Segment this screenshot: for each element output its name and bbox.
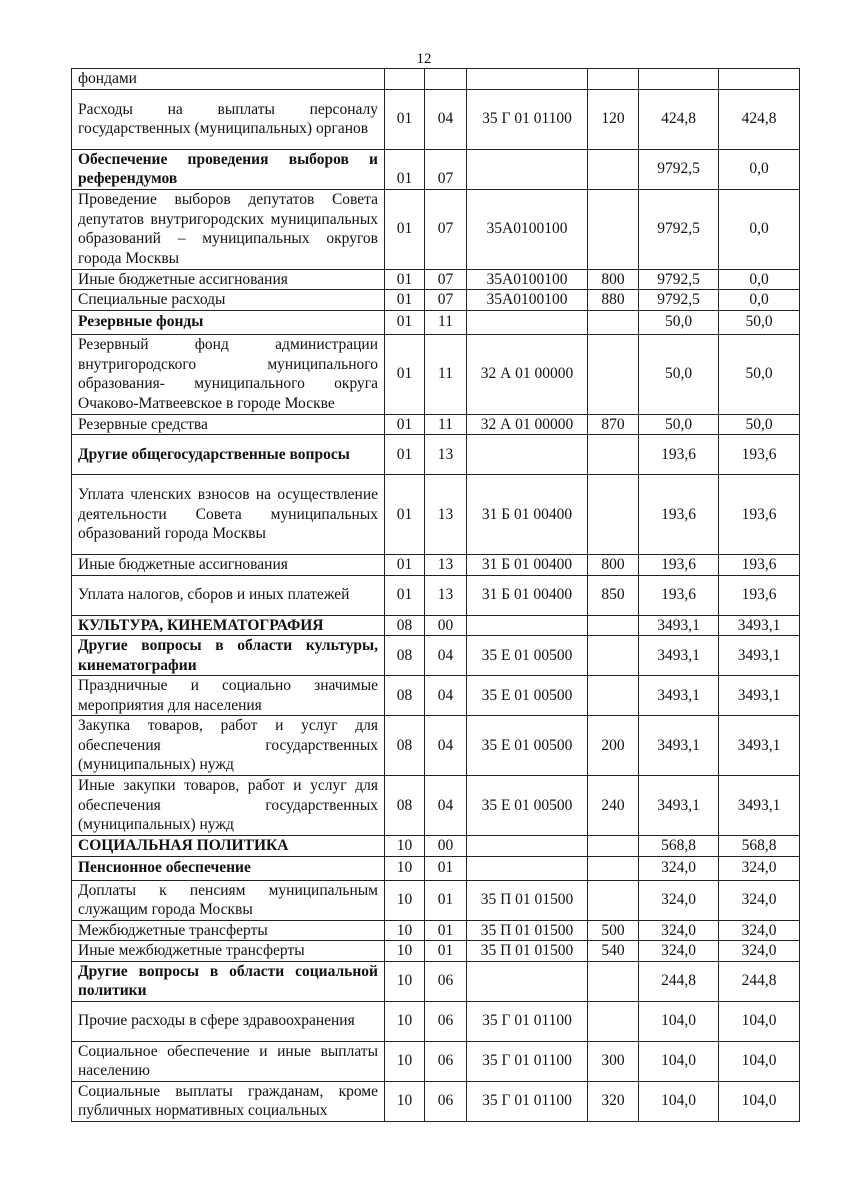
- target-article-cell: 32 А 01 00000: [467, 414, 588, 435]
- section-code-cell: 01: [385, 575, 425, 615]
- amount-year1-cell: 324,0: [639, 941, 719, 962]
- subsection-code-cell: 01: [425, 856, 467, 880]
- row-name-cell: Иные закупки товаров, работ и услуг для обеспечения государственных (муниципальных) нужд: [72, 776, 385, 836]
- amount-year2-cell: 424,8: [719, 89, 800, 149]
- amount-year2-cell: 0,0: [719, 149, 800, 189]
- row-name-cell: Доплаты к пенсиям муниципальным служащим города Москвы: [72, 880, 385, 920]
- target-article-cell: 31 Б 01 00400: [467, 555, 588, 576]
- target-article-cell: [467, 435, 588, 475]
- target-article-cell: 35 П 01 01500: [467, 941, 588, 962]
- table-row: [72, 1001, 800, 1041]
- row-name-cell: Обеспечение проведения выборов и референдумов: [72, 149, 385, 189]
- amount-year2-cell: 324,0: [719, 880, 800, 920]
- row-name-cell: Иные бюджетные ассигнования: [72, 269, 385, 290]
- subsection-code-cell: 07: [425, 290, 467, 311]
- section-code-cell: 10: [385, 1041, 425, 1081]
- section-code-cell: 01: [385, 475, 425, 555]
- target-article-cell: 31 Б 01 00400: [467, 575, 588, 615]
- table-row: [72, 856, 800, 880]
- amount-year1-cell: 104,0: [639, 1001, 719, 1041]
- amount-year2-cell: 0,0: [719, 189, 800, 269]
- row-name-cell: КУЛЬТУРА, КИНЕМАТОГРАФИЯ: [72, 615, 385, 636]
- subsection-code-cell: 04: [425, 716, 467, 776]
- amount-year2-cell: 3493,1: [719, 615, 800, 636]
- subsection-code-cell: 13: [425, 575, 467, 615]
- subsection-code-cell: 06: [425, 1001, 467, 1041]
- row-name-cell: фондами: [72, 69, 385, 90]
- table-row: [72, 69, 800, 90]
- row-name-cell: Уплата членских взносов на осуществление деятельности Совета муниципальных образований города Москвы: [72, 475, 385, 555]
- amount-year1-cell: 9792,5: [639, 269, 719, 290]
- subsection-code-cell: 13: [425, 435, 467, 475]
- subsection-code-cell: 00: [425, 836, 467, 857]
- amount-year2-cell: 3493,1: [719, 716, 800, 776]
- table-row: [72, 555, 800, 576]
- amount-year2-cell: [719, 69, 800, 90]
- amount-year1-cell: 3493,1: [639, 636, 719, 676]
- amount-year1-cell: 104,0: [639, 1081, 719, 1121]
- row-name-cell: Иные бюджетные ассигнования: [72, 555, 385, 576]
- table-row: [72, 961, 800, 1001]
- subsection-code-cell: 13: [425, 555, 467, 576]
- amount-year2-cell: 50,0: [719, 334, 800, 414]
- amount-year1-cell: 244,8: [639, 961, 719, 1001]
- section-code-cell: 01: [385, 334, 425, 414]
- amount-year1-cell: [639, 69, 719, 90]
- section-code-cell: 08: [385, 776, 425, 836]
- expense-type-cell: 880: [588, 290, 639, 311]
- budget-table-body: [72, 69, 800, 1122]
- row-name-cell: Межбюджетные трансферты: [72, 920, 385, 941]
- target-article-cell: 35 Е 01 00500: [467, 636, 588, 676]
- expense-type-cell: 540: [588, 941, 639, 962]
- section-code-cell: 10: [385, 941, 425, 962]
- table-row: [72, 435, 800, 475]
- table-row: [72, 636, 800, 676]
- amount-year1-cell: 3493,1: [639, 615, 719, 636]
- subsection-code-cell: 04: [425, 676, 467, 716]
- section-code-cell: 01: [385, 290, 425, 311]
- table-row: [72, 615, 800, 636]
- target-article-cell: 35 П 01 01500: [467, 880, 588, 920]
- amount-year2-cell: 324,0: [719, 920, 800, 941]
- section-code-cell: 01: [385, 89, 425, 149]
- row-name-cell: Социальное обеспечение и иные выплаты населению: [72, 1041, 385, 1081]
- target-article-cell: 35 П 01 01500: [467, 920, 588, 941]
- expense-type-cell: [588, 334, 639, 414]
- expense-type-cell: 120: [588, 89, 639, 149]
- expense-type-cell: [588, 836, 639, 857]
- table-row: [72, 269, 800, 290]
- subsection-code-cell: 07: [425, 269, 467, 290]
- table-row: [72, 1041, 800, 1081]
- target-article-cell: 32 А 01 00000: [467, 334, 588, 414]
- expense-type-cell: 870: [588, 414, 639, 435]
- amount-year1-cell: 104,0: [639, 1041, 719, 1081]
- amount-year1-cell: 193,6: [639, 575, 719, 615]
- row-name-cell: Уплата налогов, сборов и иных платежей: [72, 575, 385, 615]
- subsection-code-cell: [425, 69, 467, 90]
- section-code-cell: 10: [385, 856, 425, 880]
- subsection-code-cell: 06: [425, 1041, 467, 1081]
- row-name-cell: Специальные расходы: [72, 290, 385, 311]
- target-article-cell: [467, 961, 588, 1001]
- table-row: [72, 880, 800, 920]
- expense-type-cell: [588, 676, 639, 716]
- amount-year1-cell: 50,0: [639, 414, 719, 435]
- expense-type-cell: [588, 475, 639, 555]
- section-code-cell: 08: [385, 615, 425, 636]
- target-article-cell: [467, 69, 588, 90]
- subsection-code-cell: 06: [425, 1081, 467, 1121]
- expense-type-cell: 800: [588, 269, 639, 290]
- section-code-cell: 01: [385, 435, 425, 475]
- amount-year1-cell: 9792,5: [639, 149, 719, 189]
- budget-table: [71, 68, 800, 1122]
- amount-year2-cell: 50,0: [719, 414, 800, 435]
- expense-type-cell: 240: [588, 776, 639, 836]
- amount-year1-cell: 3493,1: [639, 716, 719, 776]
- target-article-cell: [467, 836, 588, 857]
- expense-type-cell: [588, 1001, 639, 1041]
- row-name-cell: Социальные выплаты гражданам, кроме публичных нормативных социальных: [72, 1081, 385, 1121]
- target-article-cell: 35 Е 01 00500: [467, 776, 588, 836]
- section-code-cell: 08: [385, 716, 425, 776]
- row-name-cell: Праздничные и социально значимые мероприятия для населения: [72, 676, 385, 716]
- table-row: [72, 414, 800, 435]
- target-article-cell: [467, 149, 588, 189]
- row-name-cell: Прочие расходы в сфере здравоохранения: [72, 1001, 385, 1041]
- subsection-code-cell: 04: [425, 636, 467, 676]
- subsection-code-cell: 01: [425, 920, 467, 941]
- subsection-code-cell: 00: [425, 615, 467, 636]
- amount-year2-cell: 568,8: [719, 836, 800, 857]
- amount-year1-cell: 193,6: [639, 475, 719, 555]
- expense-type-cell: [588, 636, 639, 676]
- row-name-cell: Пенсионное обеспечение: [72, 856, 385, 880]
- expense-type-cell: [588, 435, 639, 475]
- target-article-cell: 35 Г 01 01100: [467, 89, 588, 149]
- row-name-cell: Другие вопросы в области культуры, кинематографии: [72, 636, 385, 676]
- amount-year1-cell: 50,0: [639, 334, 719, 414]
- target-article-cell: 35 Е 01 00500: [467, 716, 588, 776]
- table-row: [72, 334, 800, 414]
- subsection-code-cell: 04: [425, 776, 467, 836]
- expense-type-cell: [588, 149, 639, 189]
- section-code-cell: 10: [385, 880, 425, 920]
- section-code-cell: [385, 69, 425, 90]
- section-code-cell: 01: [385, 269, 425, 290]
- table-row: [72, 89, 800, 149]
- expense-type-cell: 200: [588, 716, 639, 776]
- section-code-cell: 08: [385, 676, 425, 716]
- target-article-cell: 35 Г 01 01100: [467, 1081, 588, 1121]
- amount-year1-cell: 9792,5: [639, 290, 719, 311]
- amount-year1-cell: 3493,1: [639, 676, 719, 716]
- row-name-cell: Другие вопросы в области социальной политики: [72, 961, 385, 1001]
- expense-type-cell: [588, 961, 639, 1001]
- table-row: [72, 310, 800, 334]
- target-article-cell: 35А0100100: [467, 189, 588, 269]
- amount-year2-cell: 193,6: [719, 435, 800, 475]
- section-code-cell: 01: [385, 555, 425, 576]
- row-name-cell: Расходы на выплаты персоналу государственных (муниципальных) органов: [72, 89, 385, 149]
- expense-type-cell: [588, 615, 639, 636]
- target-article-cell: 35А0100100: [467, 269, 588, 290]
- section-code-cell: 01: [385, 149, 425, 189]
- amount-year2-cell: 193,6: [719, 555, 800, 576]
- table-row: [72, 920, 800, 941]
- subsection-code-cell: 11: [425, 310, 467, 334]
- subsection-code-cell: 11: [425, 414, 467, 435]
- amount-year1-cell: 193,6: [639, 555, 719, 576]
- amount-year2-cell: 104,0: [719, 1001, 800, 1041]
- amount-year1-cell: 3493,1: [639, 776, 719, 836]
- amount-year1-cell: 324,0: [639, 920, 719, 941]
- section-code-cell: 10: [385, 836, 425, 857]
- subsection-code-cell: 01: [425, 880, 467, 920]
- expense-type-cell: [588, 856, 639, 880]
- subsection-code-cell: 07: [425, 189, 467, 269]
- table-row: [72, 676, 800, 716]
- row-name-cell: СОЦИАЛЬНАЯ ПОЛИТИКА: [72, 836, 385, 857]
- amount-year2-cell: 3493,1: [719, 676, 800, 716]
- row-name-cell: Закупка товаров, работ и услуг для обеспечения государственных (муниципальных) нужд: [72, 716, 385, 776]
- table-row: [72, 776, 800, 836]
- target-article-cell: [467, 615, 588, 636]
- table-row: [72, 149, 800, 189]
- subsection-code-cell: 06: [425, 961, 467, 1001]
- expense-type-cell: 500: [588, 920, 639, 941]
- row-name-cell: Резервный фонд администрации внутригородского муниципального образования- муниципального округа Очаково-Матвеевское в городе Москве: [72, 334, 385, 414]
- amount-year2-cell: 0,0: [719, 290, 800, 311]
- row-name-cell: Резервные средства: [72, 414, 385, 435]
- expense-type-cell: [588, 189, 639, 269]
- target-article-cell: [467, 856, 588, 880]
- expense-type-cell: [588, 69, 639, 90]
- section-code-cell: 01: [385, 189, 425, 269]
- amount-year1-cell: 50,0: [639, 310, 719, 334]
- expense-type-cell: [588, 880, 639, 920]
- amount-year2-cell: 3493,1: [719, 636, 800, 676]
- expense-type-cell: [588, 310, 639, 334]
- target-article-cell: [467, 310, 588, 334]
- amount-year2-cell: 193,6: [719, 575, 800, 615]
- table-row: [72, 290, 800, 311]
- amount-year2-cell: 0,0: [719, 269, 800, 290]
- table-row: [72, 716, 800, 776]
- amount-year1-cell: 324,0: [639, 856, 719, 880]
- table-row: [72, 189, 800, 269]
- target-article-cell: 35 Г 01 01100: [467, 1041, 588, 1081]
- section-code-cell: 08: [385, 636, 425, 676]
- table-row: [72, 1081, 800, 1121]
- amount-year1-cell: 193,6: [639, 435, 719, 475]
- amount-year2-cell: 50,0: [719, 310, 800, 334]
- subsection-code-cell: 11: [425, 334, 467, 414]
- target-article-cell: 31 Б 01 00400: [467, 475, 588, 555]
- row-name-cell: Проведение выборов депутатов Совета депутатов внутригородских муниципальных образований – муниципальных округов города Москвы: [72, 189, 385, 269]
- subsection-code-cell: 07: [425, 149, 467, 189]
- amount-year1-cell: 9792,5: [639, 189, 719, 269]
- amount-year2-cell: 104,0: [719, 1081, 800, 1121]
- section-code-cell: 10: [385, 920, 425, 941]
- target-article-cell: 35 Г 01 01100: [467, 1001, 588, 1041]
- amount-year2-cell: 193,6: [719, 475, 800, 555]
- amount-year2-cell: 104,0: [719, 1041, 800, 1081]
- section-code-cell: 10: [385, 1001, 425, 1041]
- amount-year2-cell: 244,8: [719, 961, 800, 1001]
- page-number: 12: [416, 51, 432, 67]
- section-code-cell: 10: [385, 961, 425, 1001]
- row-name-cell: Резервные фонды: [72, 310, 385, 334]
- table-row: [72, 836, 800, 857]
- target-article-cell: 35А0100100: [467, 290, 588, 311]
- amount-year2-cell: 324,0: [719, 941, 800, 962]
- table-row: [72, 475, 800, 555]
- subsection-code-cell: 04: [425, 89, 467, 149]
- amount-year2-cell: 324,0: [719, 856, 800, 880]
- table-row: [72, 575, 800, 615]
- expense-type-cell: 800: [588, 555, 639, 576]
- row-name-cell: Иные межбюджетные трансферты: [72, 941, 385, 962]
- section-code-cell: 10: [385, 1081, 425, 1121]
- amount-year2-cell: 3493,1: [719, 776, 800, 836]
- amount-year1-cell: 424,8: [639, 89, 719, 149]
- amount-year1-cell: 324,0: [639, 880, 719, 920]
- expense-type-cell: 300: [588, 1041, 639, 1081]
- expense-type-cell: 850: [588, 575, 639, 615]
- table-row: [72, 941, 800, 962]
- section-code-cell: 01: [385, 414, 425, 435]
- expense-type-cell: 320: [588, 1081, 639, 1121]
- subsection-code-cell: 13: [425, 475, 467, 555]
- section-code-cell: 01: [385, 310, 425, 334]
- target-article-cell: 35 Е 01 00500: [467, 676, 588, 716]
- amount-year1-cell: 568,8: [639, 836, 719, 857]
- subsection-code-cell: 01: [425, 941, 467, 962]
- row-name-cell: Другие общегосударственные вопросы: [72, 435, 385, 475]
